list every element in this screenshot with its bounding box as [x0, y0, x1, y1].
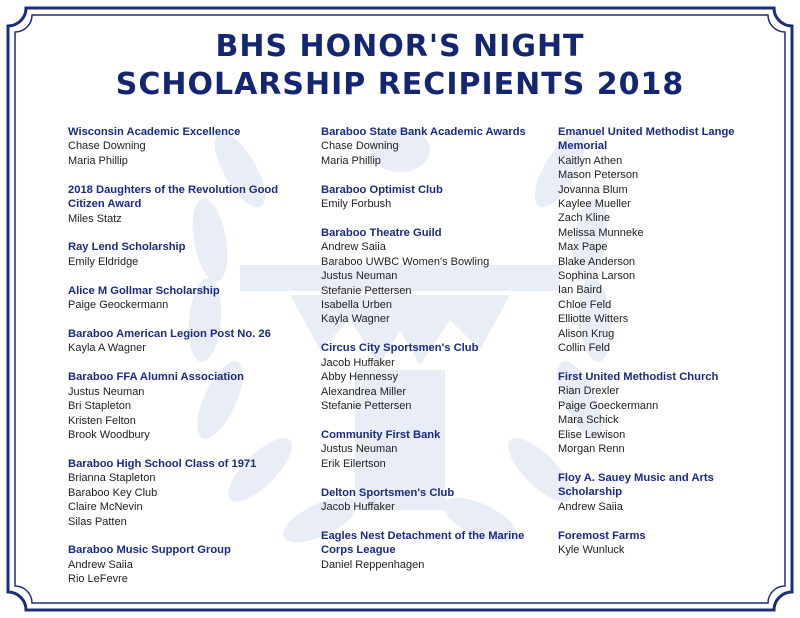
scholarship-section	[321, 428, 551, 471]
column-3	[558, 125, 758, 572]
scholarship-section	[321, 183, 551, 212]
recipient-name: Emily Eldridge	[68, 255, 139, 268]
recipient-name: Elliotte Witters	[558, 313, 629, 326]
title-line-2: SCHOLARSHIP RECIPIENTS 2018	[115, 67, 685, 102]
recipient-name: Alison Krug	[558, 327, 615, 340]
recipient-name: Mason Peterson	[558, 169, 639, 182]
scholarship-heading: Eagles Nest Detachment of the Marine Corps League	[321, 529, 525, 557]
recipient-name: Sophina Larson	[558, 270, 636, 283]
recipient-name: Paige Goeckermann	[558, 399, 659, 412]
scholarship-heading: Ray Lend Scholarship	[68, 241, 186, 254]
recipient-name: Jovanna Blum	[558, 183, 628, 196]
scholarship-heading: Circus City Sportsmen's Club	[321, 342, 479, 355]
recipient-name: Justus Neuman	[68, 385, 145, 398]
recipient-name: Kaylee Mueller	[558, 198, 631, 211]
scholarship-section	[68, 543, 298, 586]
scholarship-heading: Floy A. Sauey Music and Arts Scholarship	[558, 471, 714, 499]
recipient-name: Ian Baird	[558, 284, 603, 297]
scholarship-heading: Baraboo Optimist Club	[321, 183, 443, 196]
recipient-name: Collin Feld	[558, 342, 610, 355]
recipient-name: Kayla A Wagner	[68, 342, 146, 355]
scholarship-heading: Emanuel United Methodist Lange Memorial	[558, 126, 735, 153]
recipient-name: Andrew Saiia	[68, 558, 133, 571]
recipient-name: Blake Anderson	[558, 255, 636, 268]
recipient-name: Baraboo UWBC Women's Bowling	[321, 255, 490, 268]
recipient-name: Justus Neuman	[321, 443, 398, 456]
recipient-name: Jacob Huffaker	[321, 356, 395, 369]
recipient-name: Brianna Stapleton	[68, 472, 156, 485]
scholarship-heading: Community First Bank	[321, 428, 441, 441]
recipient-name: Kristen Felton	[68, 414, 136, 427]
scholarship-heading: Baraboo American Legion Post No. 26	[68, 328, 271, 341]
recipient-name: Kaitlyn Athen	[558, 154, 623, 167]
recipient-name: Claire McNevin	[68, 501, 143, 514]
recipient-name: Abby Hennessy	[321, 371, 399, 384]
title-line-1: BHS HONOR'S NIGHT	[215, 29, 585, 64]
scholarship-heading: First United Methodist Church	[558, 371, 719, 383]
recipient-name: Brook Woodbury	[68, 429, 150, 441]
column-1	[68, 125, 298, 601]
recipient-name: Baraboo Key Club	[68, 486, 158, 499]
recipient-name: Chase Downing	[68, 140, 146, 153]
recipient-name: Rian Drexler	[558, 385, 620, 398]
scholarship-heading: Wisconsin Academic Excellence	[68, 126, 241, 138]
recipient-name: Rio LeFevre	[68, 573, 128, 586]
recipient-name: Stefanie Pettersen	[321, 284, 412, 297]
scholarship-section	[321, 486, 551, 515]
scholarship-heading: Baraboo State Bank Academic Awards	[321, 126, 526, 138]
scholarship-section	[558, 471, 758, 514]
scholarship-section	[321, 341, 551, 413]
scholarship-section	[68, 284, 298, 313]
recipient-name: Isabella Urben	[321, 299, 392, 312]
recipient-name: Andrew Saiia	[321, 241, 386, 254]
scholarship-heading: Baraboo High School Class of 1971	[68, 457, 257, 470]
scholarship-section	[321, 125, 551, 168]
recipient-name: Mara Schick	[558, 414, 619, 427]
scholarship-section	[68, 457, 298, 529]
scholarship-section	[558, 125, 758, 356]
scholarship-section	[68, 240, 298, 269]
recipient-name: Erik Eilertson	[321, 457, 386, 470]
scholarship-section	[68, 125, 298, 168]
recipient-name: Maria Phillip	[321, 154, 381, 167]
scholarship-heading: Foremost Farms	[558, 529, 646, 542]
recipient-name: Emily Forbush	[321, 198, 392, 211]
scholarship-heading: Delton Sportsmen's Club	[321, 486, 455, 499]
recipient-name: Jacob Huffaker	[321, 501, 395, 514]
recipient-name: Kyle Wunluck	[558, 544, 625, 557]
recipient-name: Andrew Saiia	[558, 500, 623, 513]
recipient-name: Alexandrea Miller	[321, 385, 406, 398]
recipient-name: Bri Stapleton	[68, 400, 131, 413]
recipient-name: Justus Neuman	[321, 270, 398, 283]
recipient-name: Miles Statz	[68, 212, 122, 225]
scholarship-section	[558, 370, 758, 456]
recipient-name: Melissa Munneke	[558, 226, 644, 239]
page-title	[0, 28, 800, 104]
scholarship-heading: Alice M Gollmar Scholarship	[68, 284, 220, 297]
recipient-name: Chloe Feld	[558, 298, 612, 311]
recipient-name: Zach Kline	[558, 212, 610, 225]
scholarship-heading: Baraboo FFA Alumni Association	[68, 371, 244, 384]
recipient-name: Morgan Renn	[558, 443, 625, 456]
recipient-name: Kayla Wagner	[321, 313, 390, 326]
recipient-name: Stefanie Pettersen	[321, 400, 412, 412]
scholarship-section	[558, 529, 758, 558]
scholarship-section	[321, 226, 551, 327]
recipient-name: Chase Downing	[321, 140, 399, 153]
recipient-name: Daniel Reppenhagen	[321, 558, 425, 571]
recipient-name: Max Pape	[558, 241, 608, 254]
column-2	[321, 125, 551, 587]
scholarship-section	[68, 370, 298, 442]
scholarship-heading: Baraboo Theatre Guild	[321, 227, 442, 240]
scholarship-section	[68, 183, 298, 226]
scholarship-heading: 2018 Daughters of the Revolution Good Citizen Award	[68, 183, 279, 211]
recipient-name: Paige Geockermann	[68, 299, 169, 312]
scholarship-heading: Baraboo Music Support Group	[68, 544, 231, 557]
recipient-name: Elise Lewison	[558, 428, 626, 441]
recipient-name: Silas Patten	[68, 515, 127, 528]
scholarship-section	[68, 327, 298, 356]
scholarship-section	[321, 529, 551, 572]
recipient-name: Maria Phillip	[68, 154, 128, 167]
